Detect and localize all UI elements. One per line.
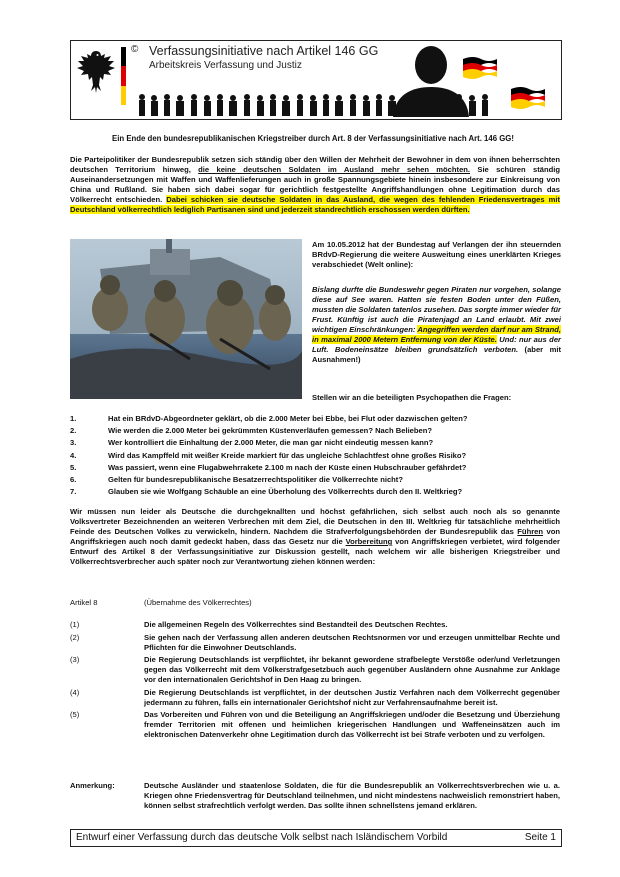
question-item [70, 475, 560, 487]
question-number: 3. [70, 438, 77, 448]
soldiers-boat-photo [70, 239, 302, 399]
letterhead-subtitle: Arbeitskreis Verfassung und Justiz [149, 60, 302, 71]
questions-list [70, 414, 560, 499]
article-paragraph [70, 710, 560, 740]
body2-underlined-1: Führen [517, 527, 544, 536]
body2-underlined-2: Vorbereitung [345, 537, 393, 546]
quote-tail: (aber mit Ausnahmen!) [312, 345, 561, 364]
paragraph-number: (3) [70, 655, 80, 664]
article-paragraph [70, 620, 560, 630]
article-paragraph [70, 655, 560, 685]
paragraph-text: Die allgemeinen Regeln des Völkerrechtes sind Bestandteil des Deutschen Rechtes. [144, 620, 448, 629]
paragraph-number: (2) [70, 632, 80, 642]
question-item [70, 451, 560, 463]
page-number: Seite 1 [524, 832, 556, 843]
question-item [70, 438, 560, 450]
paragraph-number: (5) [70, 710, 80, 719]
question-text: Was passiert, wenn eine Flugabwehrrakete 2.100 m nach der Küste einen Hubschrauber gefährdet? [108, 462, 467, 472]
paragraph-number: (4) [70, 687, 80, 697]
question-text: Wer kontrolliert die Einhaltung der 2.000 Meter, die man gar nicht eindeutig messen kann? [108, 438, 434, 448]
page-headline: Ein Ende den bundesrepublikanischen Kriegstreiber durch Art. 8 der Verfassungsinitiative nach Art. 146 GG! [112, 134, 514, 143]
article-paragraphs [70, 620, 560, 743]
german-flag-icon-2 [509, 85, 547, 111]
quote-text-2: Und: nur aus der Luft. Bodeneinsätze bleiben grundsätzlich verboten. [312, 335, 561, 354]
letterhead [70, 40, 562, 120]
question-number: 4. [70, 450, 77, 460]
question-text: Wie werden die 2.000 Meter bei gekrümmten Küstenverläufen gemessen? Nach Belieben? [108, 426, 433, 436]
quote-text-1: Bislang durfte die Bundeswehr gegen Piraten nur vorgehen, solange diese auf See waren. Hatten sie festen Boden unter den Füßen, mussten die Soldaten tatenlos zusehen. Das sorgte immer wieder für Frust. Künftig ist auch die Piratenjagd an Land erlaubt. Mit zwei wichtigen Einschränkungen: [312, 285, 561, 334]
article-heading [70, 598, 560, 608]
question-number: 7. [70, 487, 77, 497]
body-paragraph-2 [70, 507, 560, 567]
question-item [70, 414, 560, 426]
question-text: Hat ein BRdvD-Abgeordneter geklärt, ob die 2.000 Meter bei Ebbe, bei Flut oder dazwischen gelten? [108, 414, 468, 423]
note-text: Deutsche Ausländer und staatenlose Soldaten, die für die Bundesrepublik an Völkerrechtsverbrechen wie u. a. Kriegen ohne Friedensvertrag für Deutschland teilnehmen, und nicht mindestens nachweislich remonstriert haben, können selbst strafrechtlich verfolgt werden. Das sollte ihnen schnellstens jemand erklären. [144, 781, 560, 810]
page-footer [70, 829, 562, 847]
article-title: (Übernahme des Völkerrechtes) [144, 598, 252, 607]
right-lead-paragraph: Am 10.05.2012 hat der Bundestag auf Verlangen der ihn steuernden BRdvD-Regierung die weitere Ausweitung eines unerklärten Krieges verabschiedet (Welt online): [312, 240, 561, 269]
copyright-mark: © [131, 44, 139, 55]
question-item [70, 463, 560, 475]
questions-lead: Stellen wir an die beteiligten Psychopathen die Fragen: [312, 393, 512, 402]
intro-underlined: die keine deutschen Soldaten im Ausland mehr sehen möchten. [198, 165, 471, 174]
german-flag-icon [461, 55, 499, 81]
note-label: Anmerkung: [70, 781, 115, 790]
intro-paragraph [70, 155, 560, 215]
question-item [70, 487, 560, 499]
paragraph-text: Die Regierung Deutschlands ist verpflichtet, ihr bekannt gewordene strafbelegte Verstöße oder/und Verletzungen gegen das Völkerrecht mit dem Völkerstrafgesetzbuch auch gegenüber Ausländern ohne Ausnahme zur Anklage vor den internationalen Gerichtshof in Den Haag zu bringen. [144, 655, 560, 684]
federal-eagle-icon [75, 47, 117, 95]
article-paragraph [70, 633, 560, 653]
question-number: 1. [70, 414, 77, 423]
paragraph-text: Das Vorbereiten und Führen von und die Beteiligung an Angriffskriegen und/oder die Besetzung und Überziehung fremder Territorien mit offenen und heimlichen kriegerischen Handlungen und Waffeneinsätzen auch im elektronischen Datenverkehr ohne Legitimation durch das Völkerrecht ist bei Strafe verboten und zu verfolgen. [144, 710, 560, 739]
paragraph-text: Sie gehen nach der Verfassung allen anderen deutschen Rechtsnormen vor und erzeugen unmittelbar Rechte und Pflichten für die Einwohner Deutschlands. [144, 632, 560, 652]
article-note [70, 781, 560, 811]
question-number: 6. [70, 474, 77, 484]
paragraph-text: Die Regierung Deutschlands ist verpflichtet, in der deutschen Justiz Verfahren nach dem Völkerrecht gegenüber jedermann zu führen, falls ein internationaler Gerichtshof nicht zur Verfahrensaufnahme bereit ist. [144, 687, 560, 707]
article-label: Artikel 8 [70, 598, 98, 607]
intro-highlighted: Dabei schicken sie deutsche Soldaten in das Ausland, die wegen des fehlenden Friedensvertrages mit Deutschland völkerrechtlich lediglich Partisanen sind und jederzeit standrechtlich erschossen werden dürften. [70, 195, 560, 214]
footer-text: Entwurf einer Verfassung durch das deutsche Volk selbst nach Isländischem Vorbild [76, 832, 448, 843]
intro-text-2: Sie schüren ständig Auseinandersetzungen mit Waffen und Waffenlieferungen auch in große Spannungsgebiete hinein insbesondere zur Einkreisung von China und Rußland. Sie haben sich dabei sogar für gerichtlich festgestellte Angriffshandlungen ohne Legitimation durch das Völkerrecht entschieden. [70, 165, 560, 204]
body2-text-1: Wir müssen nun leider als Deutsche die durchgeknallten und höchst gefährlichen, sich selbst auch noch als so genannte Volksvertreter Bezeichnenden an weiteren Verbrechen mit dem Ziel, die Deutschen in den III. Weltkrieg für tatsächliche mehrheitlich Feinde des Deutschen Volkes zu verwickeln, hindern. Nachdem die Strafverfolgungsbehörden der Bundesrepublik das [70, 507, 560, 536]
question-text: Glauben sie wie Wolfgang Schäuble an eine Überholung des Völkerrechts durch den II. Weltkrieg? [108, 487, 463, 497]
question-item [70, 426, 560, 438]
body2-text-3: von Angriffskriegen verbietet, wird folgender Entwurf des Artikel 8 der Verfassungsinitiative zur Diskussion gestellt, nach welchem wir alle bisherigen Kriegstreiber und Völkerrechtsverbrecher auch später noch zur Verantwortung ziehen können werden: [70, 537, 560, 566]
quote-highlight: Angegriffen werden darf nur am Strand, in maximal 2000 Metern Entfernung von der Küste. [312, 325, 561, 344]
question-text: Wird das Kampffeld mit weißer Kreide markiert für das ungleiche Schlachtfest ohne großes Risiko? [108, 450, 467, 460]
article-paragraph [70, 688, 560, 708]
paragraph-number: (1) [70, 620, 80, 629]
welt-online-quote [312, 285, 561, 365]
body2-text-2: von Angriffskriegen auch noch damit gedeckt haben, dass das Gesetz nur die [70, 527, 560, 546]
letterhead-title: Verfassungsinitiative nach Artikel 146 GG [149, 44, 379, 58]
question-number: 2. [70, 426, 77, 436]
question-number: 5. [70, 462, 77, 472]
intro-text-1: Die Parteipolitiker der Bundesrepublik setzen sich ständig über den Willen der Mehrheit der Bewohner in dem von ihnen beherrschten deutschen Territorium hinweg, [70, 155, 560, 174]
question-text: Gelten für bundesrepublikanische Besatzerrechtspolitiker die Völkerrechte nicht? [108, 474, 403, 484]
german-flag-stripe [121, 47, 126, 105]
